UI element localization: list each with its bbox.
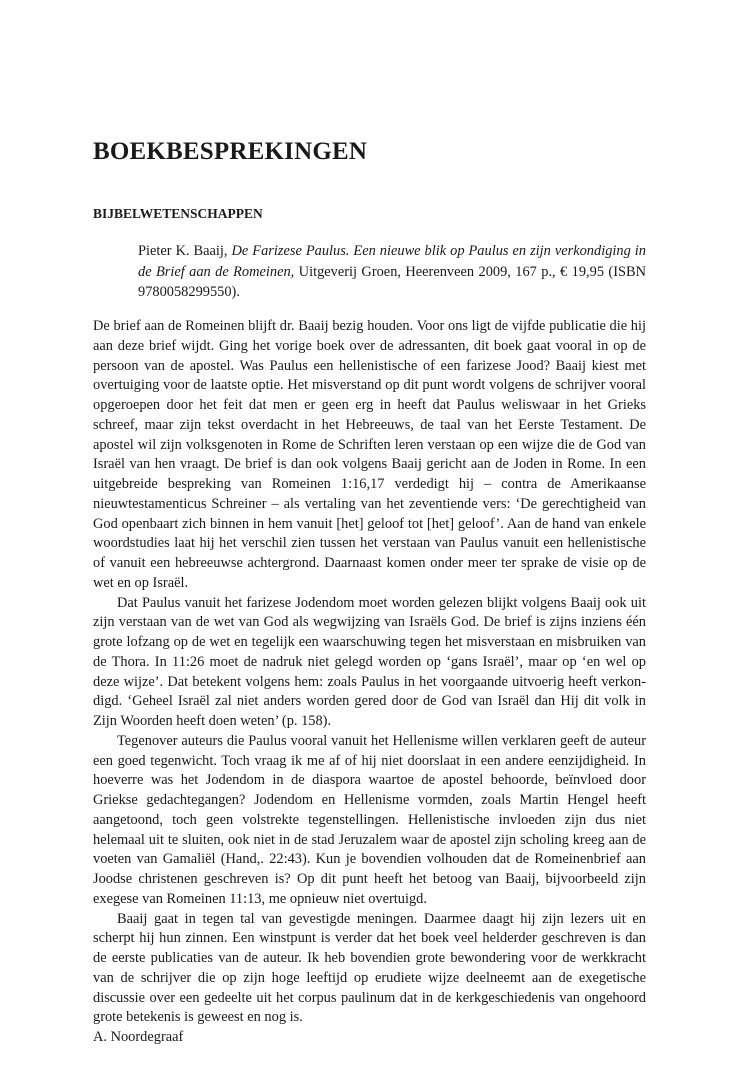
review-paragraph-1: De brief aan de Romeinen blijft dr. Baaij bezig houden. Voor ons ligt de vijfde publicatie die hij aan deze brief wijdt. Ging het vorige boek over de adressanten, dit boek gaat vooral in op de persoon van de apostel. Was Paulus een hellenistische of een farizese Jood? Baaij kiest met overtuiging voor de laatste optie. Het misverstand op dit punt wordt volgens de schrijver vooral opgeroepen door het feit dat men er geen erg in heeft dat Paulus weliswaar in het Grieks schreef, maar zijn tekst overdacht in het Hebreeuws, de taal van het Eerste Testament. De apostel wil zijn volksgenoten in Rome de Schriften leren verstaan op een wijze die de God van Israël van hen vraagt. De brief is dan ook volgens Baaij gericht aan de Joden in Rome. In een uitgebreide bespreking van Romeinen 1:16,17 verdedigt hij – contra de Amerikaanse nieuwtestamenticus Schreiner – als vertaling van het zeventiende vers: ‘De gerechtigheid van God openbaart zich binnen in hem vanuit [het] geloof tot [het] geloof’. Aan de hand van enkele woordstudies laat hij het verschil zien tussen het verstaan van Paulus vanuit een hellenistische of vanuit een hebreeuwse achtergrond. Daarnaast komen onder meer ter sprake de visie op de wet en op Israël.: [93, 318, 646, 591]
review-body: [93, 317, 646, 1048]
review-paragraph-2: Dat Paulus vanuit het farizese Jodendom moet worden gelezen blijkt volgens Baaij ook uit zijn verstaan van de wet van God als wegwijzing van Israëls God. De brief is zijns inziens één grote lofzang op de wet en tegelijk een waarschuwing tegen het misverstaan en misbruiken van de Thora. In 11:26 moet de nadruk niet gelegd worden op ‘gans Israël’, maar op ‘en wel op deze wijze’. Dat betekent volgens hem: zoals Paulus in het voorgaande uitvoerig heeft verkondigd. ‘Geheel Israël zal niet anders worden gered door de God van Israël dan Hij dit volk in Zijn Woorden heeft doen weten’ (p. 158).: [93, 594, 646, 729]
citation-details: Uitgeverij Groen, Heerenveen 2009, 167 p., € 19,95 (ISBN 9780058299550).: [138, 263, 647, 301]
reviewer-signature: A. Noordegraaf: [93, 1029, 184, 1045]
book-citation: [138, 241, 646, 303]
subsection-title: BIJBELWETENSCHAPPEN: [93, 206, 263, 221]
citation-author: Pieter K. Baaij,: [138, 243, 232, 259]
review-paragraph-3: Tegenover auteurs die Paulus vooral vanuit het Hellenisme willen verklaren geeft de auteur een goed tegenwicht. Toch vraag ik me af of hij niet doorslaat in een andere eenzijdigheid. In hoeverre was het Jodendom in de diaspora waartoe de apostel behoorde, beïnvloed door Griekse gedachtegangen? Jodendom en Hellenisme vormden, zoals Martin Hengel heeft aangetoond, toch geen volstrekte tegenstellingen. Hellenistische invloeden zijn dus niet helemaal uit te sluiten, ook niet in de stad Jeruzalem waar de apostel zijn scholing kreeg aan de voeten van Gamaliël (Hand,. 22:43). Kun je bovendien volhouden dat de Romeinenbrief aan Joodse christenen geschreven is? Op dit punt heeft het betoog van Baaij, bijvoorbeeld zijn exegese van Romeinen 11:13, me opnieuw niet overtuigd.: [93, 732, 646, 907]
review-paragraph-4: Baaij gaat in tegen tal van gevestigde meningen. Daarmee daagt hij zijn lezers uit en scherpt hij hun zinnen. Een winstpunt is verder dat het boek veel helderder geschreven is dan de eerste publicaties van de auteur. Ik heb bovendien grote bewondering voor de werkkracht van de schrijver die op zijn hoge leeftijd op erudiete wijze deelneemt aan de exegetische discussie over een gedeelte uit het corpus paulinum dat in de kerkgeschiedenis van ongehoord grote betekenis is geweest en nog is.: [93, 910, 646, 1026]
section-title: BOEKBESPREKINGEN: [93, 138, 368, 165]
citation-book-title: De Farizese Paulus. Een nieuwe blik op Paulus en zijn verkondiging in de Brief aan de Romeinen,: [138, 243, 646, 280]
